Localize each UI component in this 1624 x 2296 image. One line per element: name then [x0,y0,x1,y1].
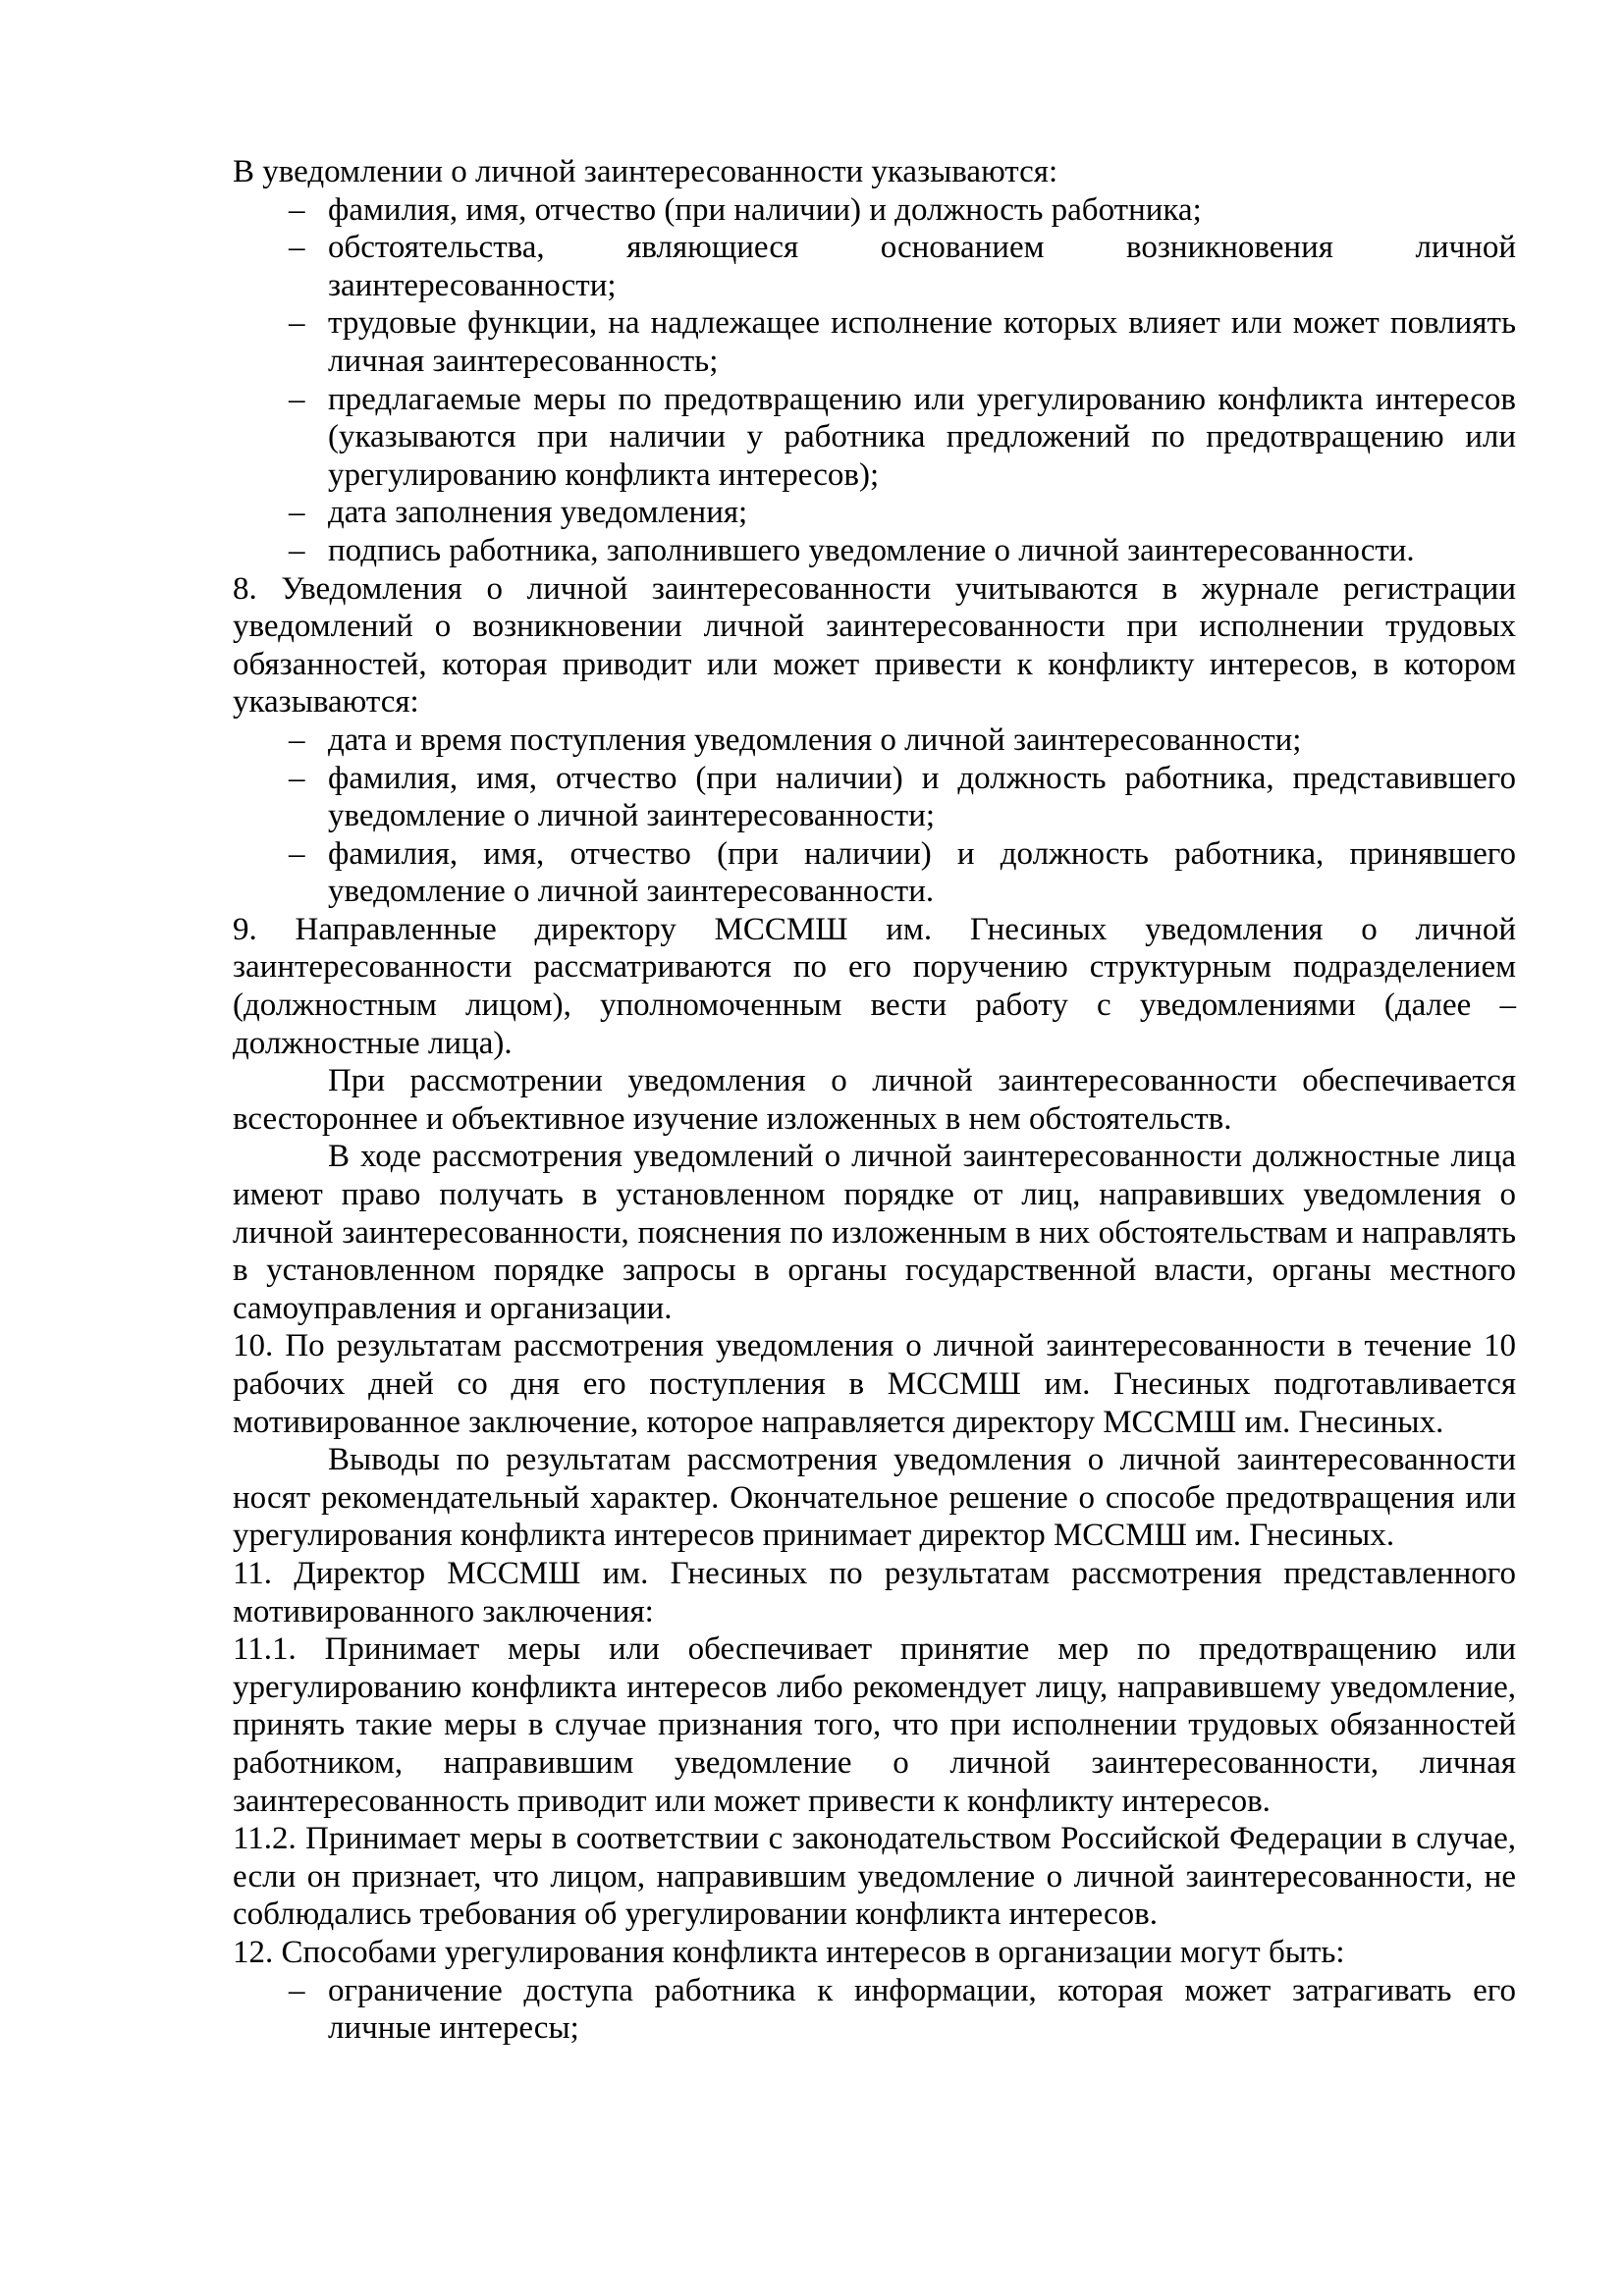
paragraph-item-11-2: 11.2. Принимает меры в соответствии с законодательством Российской Федерации в случае, если он признает, что лицом, направившим уведомление о личной заинтересованности, не соблюдались требования об урегулировании конфликта интересов. [233,1821,1516,1933]
list-item [233,721,1516,760]
list-item-text: фамилия, имя, отчество (при наличии) и должность работника; [328,191,1202,228]
dash-bullet: – [289,760,305,796]
list-item-text: фамилия, имя, отчество (при наличии) и должность работника, представившего уведомление о личной заинтересованности; [328,760,1516,834]
dash-bullet: – [289,191,305,228]
list-item [233,1972,1516,2048]
list-item-text: фамилия, имя, отчество (при наличии) и должность работника, принявшего уведомление о личной заинтересованности. [328,835,1516,910]
dash-bullet: – [289,532,305,568]
paragraph-item-10-conclusions: Выводы по результатам рассмотрения уведомления о личной заинтересованности носят рекомендательный характер. Окончательное решение о способе предотвращения или урегулирования конфликта интересов принимает директор МССМШ им. Гнесиных. [233,1442,1516,1554]
paragraph-item-9-consideration: При рассмотрении уведомления о личной заинтересованности обеспечивается всестороннее и объективное изучение изложенных в нем обстоятельств. [233,1063,1516,1137]
paragraph-item-10: 10. По результатам рассмотрения уведомления о личной заинтересованности в течение 10 рабочих дней со дня его поступления в МССМШ им. Гнесиных подготавливается мотивированное заключение, которое направляется директору МССМШ им. Гнесиных. [233,1328,1516,1440]
paragraph-item-8: 8. Уведомления о личной заинтересованности учитываются в журнале регистрации уведомлений о возникновении личной заинтересованности при исполнении трудовых обязанностей, которая приводит или может привести к конфликту интересов, в котором указываются: [233,570,1516,721]
dash-bullet: – [289,721,305,758]
list-item-text: подпись работника, заполнившего уведомление о личной заинтересованности. [328,532,1415,568]
paragraph-item-11-1: 11.1. Принимает меры или обеспечивает принятие мер по предотвращению или урегулированию конфликта интересов либо рекомендует лицу, направившему уведомление, принять такие меры в случае признания того, что при исполнении трудовых обязанностей работником, направившим уведомление о личной заинтересованности, личная заинтересованность приводит или может привести к конфликту интересов. [233,1631,1516,1819]
list-item [233,532,1516,570]
paragraph-item-9-review-rights: В ходе рассмотрения уведомлений о личной заинтересованности должностные лица имеют право получать в установленном порядке от лиц, направивших уведомления о личной заинтересованности, пояснения по изложенным в них обстоятельствам и направлять в установленном порядке запросы в органы государственной власти, органы местного самоуправления и организации. [233,1139,1516,1326]
list-item-text: трудовые функции, на надлежащее исполнение которых влияет или может повлиять личная заинтересованность; [328,305,1516,379]
dash-bullet: – [289,230,305,266]
list-journal-fields [233,721,1516,911]
list-item-text: обстоятельства, являющиеся основанием возникновения личной заинтересованности; [328,230,1516,303]
list-item [233,191,1516,230]
list-item [233,760,1516,835]
list-item [233,494,1516,532]
list-item [233,381,1516,495]
list-item-text: дата заполнения уведомления; [328,495,748,531]
dash-bullet: – [289,835,305,872]
dash-bullet: – [289,495,305,531]
list-notification-fields [233,191,1516,570]
list-item [233,304,1516,380]
paragraph-intro: В уведомлении о личной заинтересованности указываются: [233,154,1058,189]
dash-bullet: – [289,381,305,417]
dash-bullet: – [289,305,305,342]
dash-bullet: – [289,1972,305,2008]
paragraph-item-12: 12. Способами урегулирования конфликта интересов в организации могут быть: [233,1934,1345,1970]
paragraph-item-11: 11. Директор МССМШ им. Гнесиных по результатам рассмотрения представленного мотивированного заключения: [233,1555,1516,1629]
list-item [233,229,1516,304]
paragraph-item-9: 9. Направленные директору МССМШ им. Гнесиных уведомления о личной заинтересованности рассматриваются по его поручению структурным подразделением (должностным лицом), уполномоченным вести работу с уведомлениями (далее – должностные лица). [233,911,1516,1061]
list-item-text: предлагаемые меры по предотвращению или урегулированию конфликта интересов (указываются при наличии у работника предложений по предотвращению или урегулированию конфликта интересов); [328,381,1516,493]
list-item-text: ограничение доступа работника к информации, которая может затрагивать его личные интересы; [328,1972,1516,2047]
list-item-text: дата и время поступления уведомления о личной заинтересованности; [328,721,1302,758]
list-settlement-methods [233,1972,1516,2048]
list-item [233,835,1516,911]
